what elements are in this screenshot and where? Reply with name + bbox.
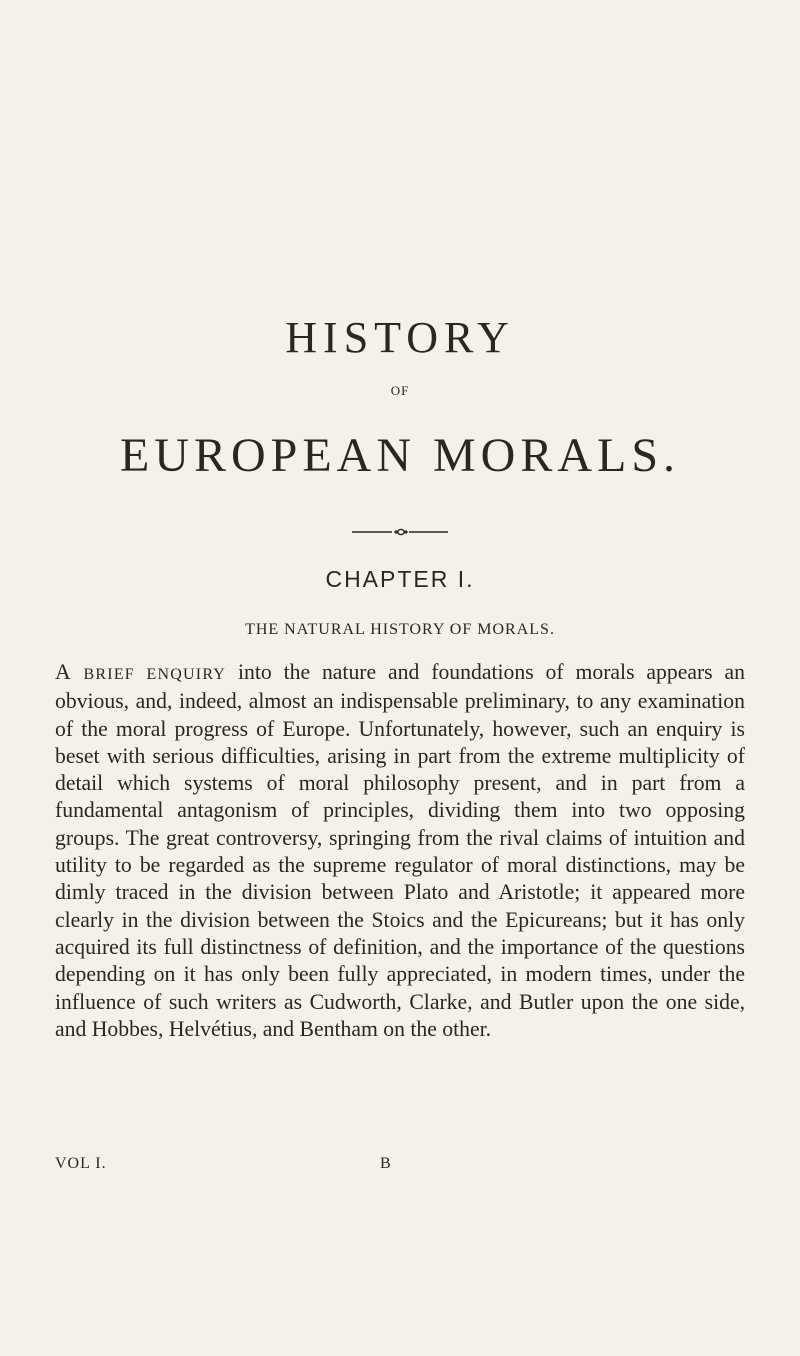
- book-title-of: OF: [390, 383, 410, 398]
- body-paragraph: [55, 659, 745, 1043]
- page-footer: [55, 1155, 745, 1179]
- paragraph-text: into the nature and foundations of morals appears an obvious, and, indeed, almost an indispensable preliminary, to any examination of the moral progress of Europe. Unfortunately, however, such an enquiry is beset with serious difficulties, arising in part from the extreme multiplicity of detail which systems of moral philosophy present, and in part from a fundamental antagonism of principles, dividing them into two opposing groups. The great controversy, springing from the rival claims of intuition and utility to be regarded as the supreme regulator of moral distinctions, may be dimly traced in the division between Plato and Aristotle; it appeared more clearly in the division between the Stoics and the Epicureans; but it has only acquired its full distinctness of definition, and the importance of the questions depending on it has only been fully appreciated, in modern times, under the influence of such writers as Cudworth, Clarke, and Butler upon the one side, and Hobbes, Helvétius, and Bentham on the other.: [55, 660, 745, 1041]
- chapter-heading: CHAPTER I.: [325, 566, 475, 592]
- volume-number: VOL I.: [55, 1155, 107, 1172]
- book-title-european-morals: EUROPEAN MORALS.: [119, 429, 681, 482]
- book-title-history: HISTORY: [285, 313, 515, 362]
- chapter-title: THE NATURAL HISTORY OF MORALS.: [245, 621, 555, 638]
- signature-mark: B: [380, 1155, 392, 1172]
- title-ornament-divider: [350, 527, 450, 537]
- lead-small-caps: A BRIEF ENQUIRY: [55, 660, 227, 684]
